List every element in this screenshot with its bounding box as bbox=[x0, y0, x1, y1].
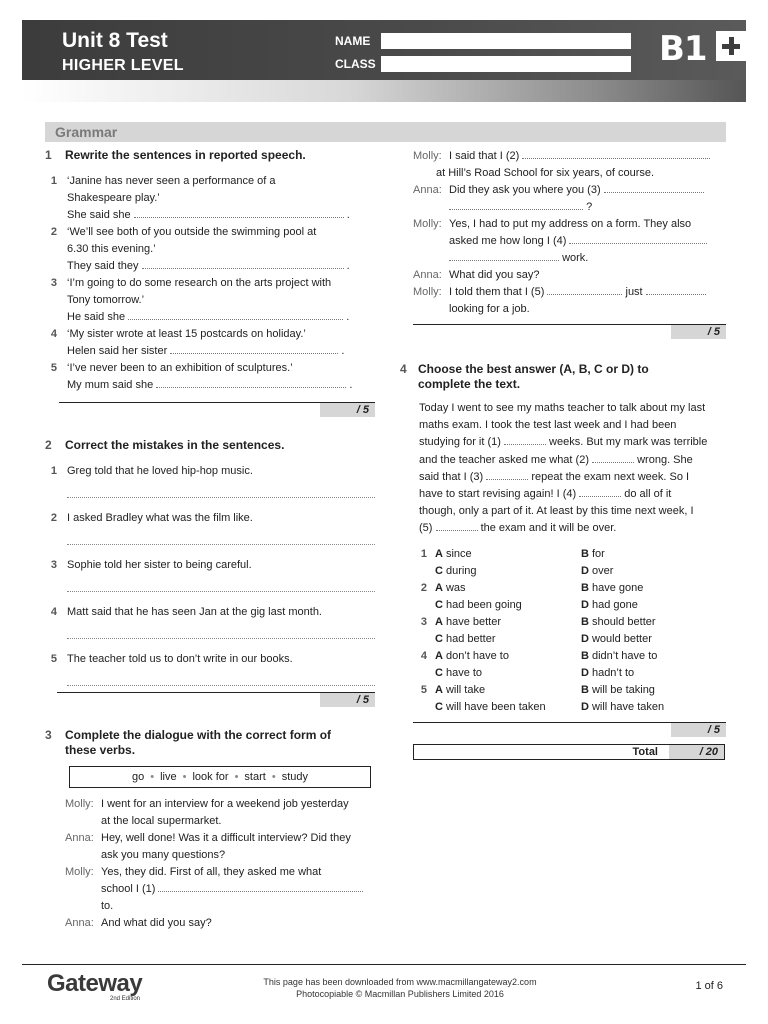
list-item: 3 ‘I’m going to do some research on the arts project with Tony tomorrow.’ He said she . bbox=[50, 277, 350, 323]
dialogue-line: Molly: I told them that I (5) just looking for a job. bbox=[413, 284, 726, 318]
option-d[interactable]: D over bbox=[581, 564, 614, 577]
total-box bbox=[413, 744, 725, 760]
dialogue-left bbox=[45, 796, 375, 932]
option-c[interactable]: C have to bbox=[435, 666, 483, 679]
q2-number: 2 bbox=[45, 438, 52, 452]
choice-row bbox=[413, 597, 726, 614]
footer-rule bbox=[22, 964, 746, 965]
answer-blank[interactable] bbox=[134, 209, 344, 218]
answer-line[interactable] bbox=[67, 486, 375, 498]
answer-blank[interactable] bbox=[604, 184, 704, 193]
q2-score: / 5 bbox=[320, 693, 375, 707]
q4-score: / 5 bbox=[671, 723, 726, 737]
answer-blank[interactable] bbox=[449, 201, 583, 210]
verb-item: look for bbox=[192, 771, 229, 783]
choice-row: 3 A have better B should better bbox=[413, 614, 726, 631]
option-c[interactable]: C had been going bbox=[435, 598, 522, 611]
gap-1[interactable] bbox=[504, 436, 546, 445]
dialogue-line: Molly: Yes, I had to put my address on a form. They also asked me how long I (4) work. bbox=[413, 216, 726, 267]
q1-score: / 5 bbox=[320, 403, 375, 417]
footer-text bbox=[230, 976, 570, 1000]
q3-number: 3 bbox=[45, 728, 52, 742]
plus-icon bbox=[716, 31, 746, 61]
option-b[interactable]: B have gone bbox=[581, 581, 644, 594]
option-a[interactable]: A don’t have to bbox=[435, 649, 509, 662]
q1-items bbox=[45, 173, 375, 394]
verb-item: go bbox=[132, 771, 145, 783]
list-item: 1 ‘Janine has never seen a performance of a Shakespeare play.’ She said she . bbox=[50, 175, 350, 221]
choice-row: 1 A since B for bbox=[413, 546, 726, 563]
gap-3[interactable] bbox=[486, 471, 528, 480]
option-d[interactable]: D would better bbox=[581, 632, 652, 645]
dialogue-line: Anna: Did they ask you where you (3) ? bbox=[413, 182, 726, 216]
list-item: 2 ‘We’ll see both of you outside the swimming pool at 6.30 this evening.’ They said they . bbox=[50, 226, 350, 272]
list-item: 3 Sophie told her sister to being careful. bbox=[45, 557, 375, 592]
class-label: CLASS bbox=[335, 57, 376, 71]
verb-box: go • live • look for • start • study bbox=[69, 766, 371, 788]
page-header bbox=[22, 20, 746, 102]
q1-score-row bbox=[59, 402, 375, 418]
answer-line[interactable] bbox=[67, 580, 375, 592]
answer-blank[interactable] bbox=[569, 235, 707, 244]
option-b[interactable]: B didn’t have to bbox=[581, 649, 658, 662]
q4-heading bbox=[400, 362, 726, 392]
option-b[interactable]: B should better bbox=[581, 615, 656, 628]
choice-row: 2 A was B have gone bbox=[413, 580, 726, 597]
footer-download-note: This page has been downloaded from www.macmillangateway2.com bbox=[263, 977, 537, 987]
q3-instruction-2: these verbs. bbox=[65, 743, 136, 757]
verb-item: live bbox=[160, 771, 177, 783]
unit-level: HIGHER LEVEL bbox=[62, 57, 184, 74]
right-column bbox=[400, 148, 726, 760]
gap-2[interactable] bbox=[592, 454, 634, 463]
name-label: NAME bbox=[335, 34, 371, 48]
dialogue-line: Molly: I said that I (2) at Hill’s Road School for six years, of course. bbox=[413, 148, 726, 182]
answer-blank[interactable] bbox=[142, 260, 344, 269]
option-c[interactable]: C during bbox=[435, 564, 477, 577]
option-d[interactable]: D hadn’t to bbox=[581, 666, 635, 679]
answer-blank[interactable] bbox=[522, 150, 710, 159]
q2-instruction: Correct the mistakes in the sentences. bbox=[65, 438, 285, 452]
answer-blank[interactable] bbox=[646, 286, 706, 295]
level-badge: B1 bbox=[659, 29, 707, 69]
answer-blank[interactable] bbox=[128, 311, 343, 320]
list-item: 4 Matt said that he has seen Jan at the gig last month. bbox=[45, 604, 375, 639]
choice-row bbox=[413, 665, 726, 682]
q4-score-row bbox=[413, 722, 726, 738]
choice-row: 4 A don’t have to B didn’t have to bbox=[413, 648, 726, 665]
gateway-logo: Gateway bbox=[47, 970, 143, 997]
q4-choices bbox=[413, 546, 726, 716]
q4-instruction-1: Choose the best answer (A, B, C or D) to bbox=[418, 362, 649, 376]
option-a[interactable]: A was bbox=[435, 581, 466, 594]
dialogue-right bbox=[413, 148, 726, 318]
list-item: 2 I asked Bradley what was the film like. bbox=[45, 510, 375, 545]
total-label: Total bbox=[632, 745, 658, 758]
q3-score-row bbox=[413, 324, 726, 340]
dialogue-line: Anna: Hey, well done! Was it a difficult interview? Did they ask you many questions? bbox=[65, 832, 351, 861]
verb-item: study bbox=[281, 771, 308, 783]
q1-number: 1 bbox=[45, 148, 52, 162]
q4-number: 4 bbox=[400, 362, 407, 376]
choice-row bbox=[413, 699, 726, 716]
gap-4[interactable] bbox=[579, 488, 621, 497]
dialogue-line: Anna: And what did you say? bbox=[65, 917, 212, 929]
option-a[interactable]: A have better bbox=[435, 615, 501, 628]
list-item: 5 The teacher told us to don’t write in our books. bbox=[45, 651, 375, 686]
choice-row bbox=[413, 563, 726, 580]
unit-title: Unit 8 Test bbox=[62, 29, 168, 52]
answer-blank[interactable] bbox=[449, 252, 559, 261]
total-score: / 20 bbox=[669, 745, 724, 759]
answer-blank[interactable] bbox=[170, 345, 338, 354]
option-c[interactable]: C will have been taken bbox=[435, 700, 546, 713]
q2-heading bbox=[45, 438, 375, 453]
option-b[interactable]: B for bbox=[581, 547, 605, 560]
option-b[interactable]: B will be taking bbox=[581, 683, 655, 696]
dialogue-line: Molly: I went for an interview for a weekend job yesterday at the local supermarket. bbox=[65, 798, 349, 827]
header-gradient-strip bbox=[22, 80, 746, 102]
answer-line[interactable] bbox=[67, 674, 375, 686]
q3-instruction-1: Complete the dialogue with the correct form of bbox=[65, 728, 332, 742]
choice-row bbox=[413, 631, 726, 648]
q4-text: Today I went to see my maths teacher to talk about my last maths exam. I took the test last week and I had been studying for it (1) weeks. But my mark was terrible and the teacher asked me what (2) wrong. She said that I (3) repeat the exam next week. So I have to start revising again! I (4) do all of it though, only a part of it. At least by this time next week, I (5) the exam and it will be over. bbox=[419, 402, 708, 535]
section-title: Grammar bbox=[55, 124, 118, 140]
answer-blank[interactable] bbox=[158, 883, 363, 892]
page-number: 1 of 6 bbox=[695, 980, 723, 992]
option-d[interactable]: D will have taken bbox=[581, 700, 665, 713]
answer-line[interactable] bbox=[67, 627, 375, 639]
gap-5[interactable] bbox=[436, 522, 478, 531]
left-column bbox=[45, 148, 375, 932]
q1-instruction: Rewrite the sentences in reported speech. bbox=[65, 148, 306, 162]
list-item: 4 ‘My sister wrote at least 15 postcards on holiday.’ Helen said her sister . bbox=[50, 328, 345, 357]
option-a[interactable]: A since bbox=[435, 547, 472, 560]
list-item: 5 ‘I’ve never been to an exhibition of sculptures.’ My mum said she . bbox=[50, 362, 353, 391]
q3-score: / 5 bbox=[671, 325, 726, 339]
list-item: 1 Greg told that he loved hip-hop music. bbox=[45, 463, 375, 498]
answer-line[interactable] bbox=[67, 533, 375, 545]
footer-copyright: Photocopiable © Macmillan Publishers Limited 2016 bbox=[296, 989, 504, 999]
option-a[interactable]: A will take bbox=[435, 683, 486, 696]
name-field[interactable] bbox=[381, 33, 631, 49]
answer-blank[interactable] bbox=[156, 379, 346, 388]
section-bar bbox=[45, 122, 726, 142]
q1-heading bbox=[45, 148, 375, 163]
verb-item: start bbox=[244, 771, 266, 783]
option-d[interactable]: D had gone bbox=[581, 598, 638, 611]
option-c[interactable]: C had better bbox=[435, 632, 496, 645]
q3-heading bbox=[45, 728, 375, 758]
choice-row: 5 A will take B will be taking bbox=[413, 682, 726, 699]
edition-label: 2nd Edition bbox=[110, 996, 141, 1002]
q2-items bbox=[45, 463, 375, 686]
class-field[interactable] bbox=[381, 56, 631, 72]
dialogue-line: Molly: Yes, they did. First of all, they asked me what school I (1) to. bbox=[65, 864, 375, 915]
q4-instruction-2: complete the text. bbox=[418, 377, 521, 391]
answer-blank[interactable] bbox=[547, 286, 622, 295]
q2-score-row bbox=[57, 692, 375, 708]
dialogue-line: Anna: What did you say? bbox=[413, 269, 540, 281]
